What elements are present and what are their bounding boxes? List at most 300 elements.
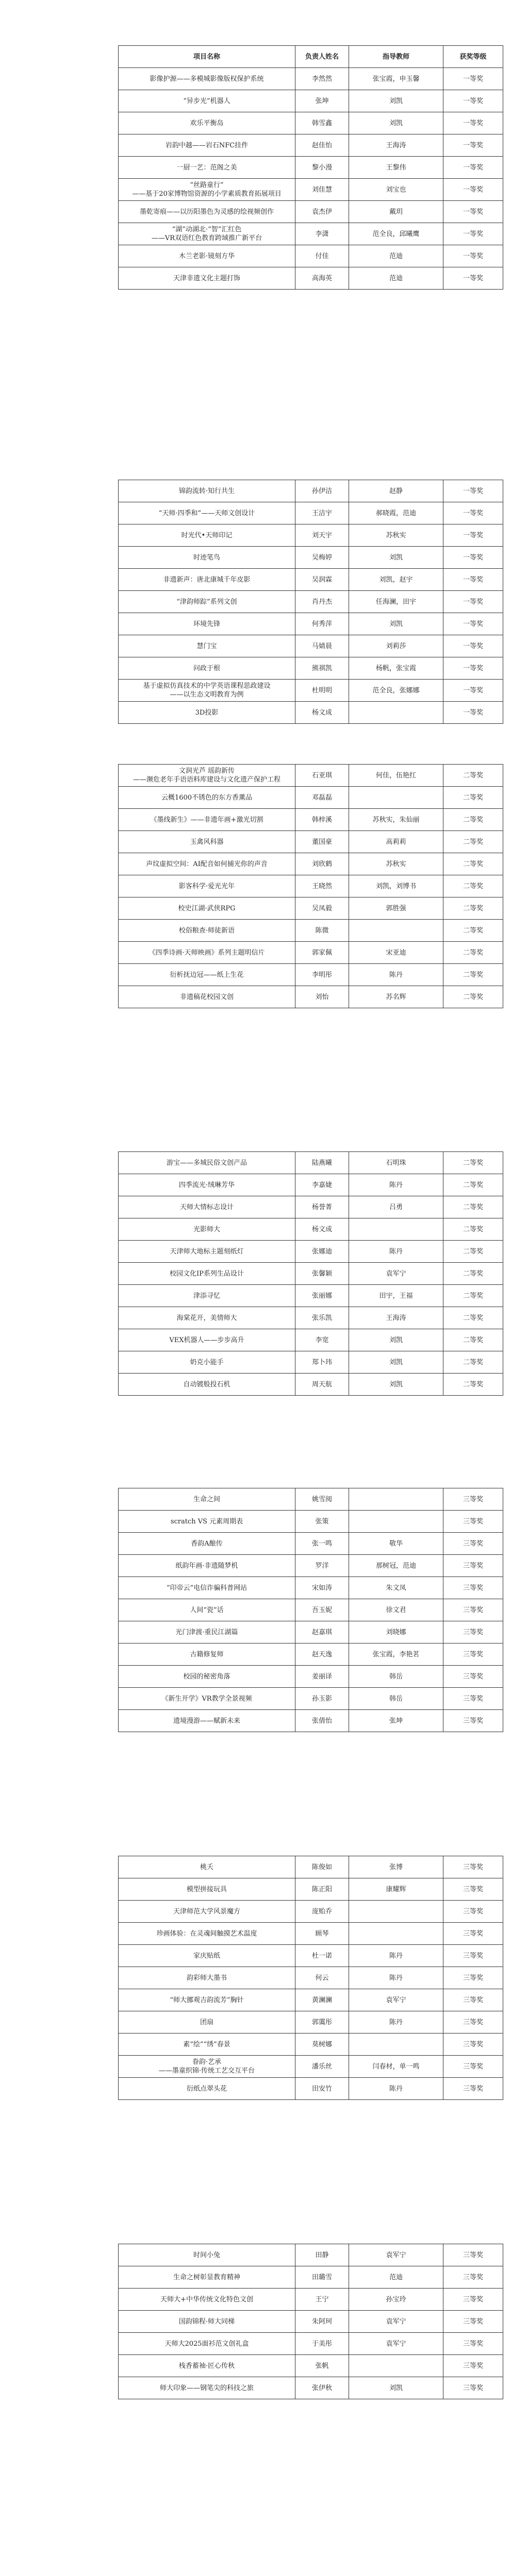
- leader-name: 吴凤毅: [295, 897, 349, 920]
- project-name: 珍画体验：在灵魂间触摸艺术温度: [119, 1923, 295, 1945]
- leader-name: 邓磊磊: [295, 787, 349, 809]
- award-level: 三等奖: [443, 1710, 503, 1732]
- table-row: [119, 635, 503, 657]
- table-row: [119, 2355, 503, 2377]
- table-row: [119, 90, 503, 112]
- teacher-name: [349, 1511, 443, 1533]
- table-row: [119, 1174, 503, 1196]
- teacher-name: 闫春材，单一鸣: [349, 2056, 443, 2078]
- table-row: [119, 809, 503, 831]
- teacher-name: 张宝霞，申玉馨: [349, 68, 443, 90]
- project-name: 《新生开学》VR教学全景视频: [119, 1688, 295, 1710]
- project-name: 天师大情标志设计: [119, 1196, 295, 1218]
- leader-name: 韩梓溪: [295, 809, 349, 831]
- award-level: 三等奖: [443, 2011, 503, 2033]
- award-level: 一等奖: [443, 635, 503, 657]
- leader-name: 黄澜澜: [295, 1989, 349, 2011]
- leader-name: 张倩怡: [295, 1710, 349, 1732]
- award-level: 三等奖: [443, 2377, 503, 2399]
- award-level: 三等奖: [443, 1967, 503, 1989]
- table-row: [119, 920, 503, 942]
- teacher-name: 杨帆，张宝霞: [349, 657, 443, 680]
- project-name: 影像护源——多模城影像版权保护系统: [119, 68, 295, 90]
- leader-name: 王晓然: [295, 875, 349, 897]
- leader-name: 陈正阳: [295, 1878, 349, 1901]
- leader-name: 张坤: [295, 90, 349, 112]
- award-level: 三等奖: [443, 1555, 503, 1577]
- leader-name: 张一鸣: [295, 1533, 349, 1555]
- table-row: [119, 569, 503, 591]
- project-name: 基于虚拟仿真技术的中学英语课程思政建设 ——以生态文明教育为例: [119, 680, 295, 702]
- award-table-7: [118, 2244, 503, 2399]
- leader-name: 袁杰伊: [295, 201, 349, 223]
- table-row: [119, 2289, 503, 2311]
- leader-name: 李潇: [295, 223, 349, 245]
- teacher-name: 敬华: [349, 1533, 443, 1555]
- teacher-name: 宋亚迪: [349, 942, 443, 964]
- award-table-2: [118, 480, 503, 724]
- leader-name: 赵嘉琪: [295, 1621, 349, 1643]
- project-name: 玉禽风科器: [119, 831, 295, 853]
- leader-name: 陈俊如: [295, 1856, 349, 1878]
- table-row: [119, 1577, 503, 1599]
- table-row: [119, 897, 503, 920]
- table-row: [119, 157, 503, 179]
- table-row: [119, 2311, 503, 2333]
- leader-name: 张伊秋: [295, 2377, 349, 2399]
- award-level: 三等奖: [443, 1666, 503, 1688]
- teacher-name: 苏名辉: [349, 986, 443, 1008]
- project-name: 桃夭: [119, 1856, 295, 1878]
- project-name: 校史江湖·武侠RPG: [119, 897, 295, 920]
- teacher-name: 刘凯: [349, 112, 443, 134]
- award-level: 三等奖: [443, 1511, 503, 1533]
- teacher-name: 田宇，王福: [349, 1285, 443, 1307]
- table-row: [119, 1666, 503, 1688]
- teacher-name: 徐文君: [349, 1599, 443, 1621]
- project-name: 海棠花开，美情师大: [119, 1307, 295, 1329]
- teacher-name: 袁军宁: [349, 2244, 443, 2266]
- award-level: 二等奖: [443, 809, 503, 831]
- leader-name: 石亚琪: [295, 765, 349, 787]
- award-level: 二等奖: [443, 765, 503, 787]
- award-level: 一等奖: [443, 223, 503, 245]
- project-name: 《墨线新生》——非遗年画+激光切割: [119, 809, 295, 831]
- table-row: [119, 1351, 503, 1374]
- project-name: 古籍修复师: [119, 1643, 295, 1666]
- award-level: 三等奖: [443, 1989, 503, 2011]
- project-name: 纸韵年画·非遗随梦机: [119, 1555, 295, 1577]
- table-row: [119, 680, 503, 702]
- table-row: [119, 986, 503, 1008]
- award-level: 二等奖: [443, 942, 503, 964]
- project-name: 人间“瓷”话: [119, 1599, 295, 1621]
- teacher-name: 王黎伟: [349, 157, 443, 179]
- award-level: 二等奖: [443, 1218, 503, 1241]
- award-level: 三等奖: [443, 2311, 503, 2333]
- award-level: 二等奖: [443, 964, 503, 986]
- award-level: 三等奖: [443, 1688, 503, 1710]
- teacher-name: 范迪: [349, 245, 443, 267]
- award-table-3: [118, 764, 503, 1008]
- award-level: 一等奖: [443, 591, 503, 613]
- teacher-name: 刘凯: [349, 1329, 443, 1351]
- teacher-name: 何佳，伍艳红: [349, 765, 443, 787]
- table-row: [119, 1307, 503, 1329]
- table-row: [119, 1923, 503, 1945]
- teacher-name: 陈丹: [349, 964, 443, 986]
- leader-name: 杜一诺: [295, 1945, 349, 1967]
- teacher-name: 陈丹: [349, 2011, 443, 2033]
- table-row: [119, 480, 503, 502]
- project-name: 津添寻忆: [119, 1285, 295, 1307]
- table-row: [119, 1488, 503, 1511]
- teacher-name: 康耀辉: [349, 1878, 443, 1901]
- award-level: 二等奖: [443, 1152, 503, 1174]
- leader-name: 张馨颖: [295, 1263, 349, 1285]
- teacher-name: 王海涛: [349, 1307, 443, 1329]
- leader-name: 田安竹: [295, 2078, 349, 2100]
- table-row: [119, 2266, 503, 2289]
- table-row: [119, 1856, 503, 1878]
- header-award: 获奖等级: [443, 46, 503, 68]
- award-level: 二等奖: [443, 1285, 503, 1307]
- table-row: [119, 2033, 503, 2056]
- leader-name: 姜丽译: [295, 1666, 349, 1688]
- leader-name: 宋如涛: [295, 1577, 349, 1599]
- project-name: “印帝云”电信诈骗科普网站: [119, 1577, 295, 1599]
- project-name: 天津非遗文化主题打饰: [119, 267, 295, 290]
- project-name: scratch VS 元素周期表: [119, 1511, 295, 1533]
- teacher-name: 范全良，张娜娜: [349, 680, 443, 702]
- leader-name: 陆燕曦: [295, 1152, 349, 1174]
- teacher-name: 张博: [349, 1856, 443, 1878]
- table-row: [119, 1878, 503, 1901]
- teacher-name: 陈丹: [349, 1967, 443, 1989]
- leader-name: 陈微: [295, 920, 349, 942]
- teacher-name: 韩岳: [349, 1688, 443, 1710]
- award-level: 三等奖: [443, 1856, 503, 1878]
- project-name: 慧门宝: [119, 635, 295, 657]
- leader-name: 罗洋: [295, 1555, 349, 1577]
- leader-name: 顾琴: [295, 1923, 349, 1945]
- leader-name: 郑卜玮: [295, 1351, 349, 1374]
- teacher-name: 王海涛: [349, 134, 443, 157]
- header-project-name: 项目名称: [119, 46, 295, 68]
- project-name: “天师·四季和”——天师文创设计: [119, 502, 295, 524]
- leader-name: 肖丹杰: [295, 591, 349, 613]
- table-row: [119, 1555, 503, 1577]
- teacher-name: 石明珠: [349, 1152, 443, 1174]
- project-name: 锦韵流转·知行共生: [119, 480, 295, 502]
- leader-name: 黎小漫: [295, 157, 349, 179]
- table-row: [119, 1374, 503, 1396]
- award-level: 一等奖: [443, 112, 503, 134]
- project-name: 韵彩师大墨书: [119, 1967, 295, 1989]
- teacher-name: 苏秋实: [349, 853, 443, 875]
- teacher-name: 刘凯: [349, 613, 443, 635]
- leader-name: 杨文成: [295, 702, 349, 724]
- table-row: [119, 613, 503, 635]
- award-level: 二等奖: [443, 1241, 503, 1263]
- leader-name: 赵佳怡: [295, 134, 349, 157]
- table-row: [119, 1688, 503, 1710]
- table-row: [119, 179, 503, 201]
- award-level: 三等奖: [443, 1878, 503, 1901]
- leader-name: 周天航: [295, 1374, 349, 1396]
- leader-name: 杨誉菁: [295, 1196, 349, 1218]
- award-level: 二等奖: [443, 897, 503, 920]
- teacher-name: 袁军宁: [349, 1989, 443, 2011]
- award-level: 三等奖: [443, 1923, 503, 1945]
- project-name: 文润光芦 瑶韵新传 ——濒危老年手语语料库建设与文化遗产保护工程: [119, 765, 295, 787]
- table-row: [119, 201, 503, 223]
- leader-name: 张娜迪: [295, 1241, 349, 1263]
- project-name: 光影师大: [119, 1218, 295, 1241]
- teacher-name: 刘晓娜: [349, 1621, 443, 1643]
- project-name: 非遗新声：唐北康城千年皮影: [119, 569, 295, 591]
- leader-name: 何云: [295, 1967, 349, 1989]
- project-name: 影客科学·爱光光年: [119, 875, 295, 897]
- leader-name: 刘天宇: [295, 524, 349, 547]
- table-row: [119, 1621, 503, 1643]
- project-name: 时光代•天师印记: [119, 524, 295, 547]
- award-level: 一等奖: [443, 680, 503, 702]
- leader-name: 孙伊洁: [295, 480, 349, 502]
- leader-name: 田静: [295, 2244, 349, 2266]
- table-row: [119, 875, 503, 897]
- award-level: 二等奖: [443, 787, 503, 809]
- award-level: 一等奖: [443, 702, 503, 724]
- award-level: 一等奖: [443, 524, 503, 547]
- project-name: 光门津渡·重民江湖篇: [119, 1621, 295, 1643]
- award-level: 一等奖: [443, 547, 503, 569]
- table-row: [119, 853, 503, 875]
- project-name: 天师大2025面衫范文创礼盒: [119, 2333, 295, 2355]
- project-name: 木兰老影·镜刻方华: [119, 245, 295, 267]
- teacher-name: 赵静: [349, 480, 443, 502]
- teacher-name: 刘凯，刘博书: [349, 875, 443, 897]
- table-row: [119, 1710, 503, 1732]
- award-level: 三等奖: [443, 2244, 503, 2266]
- project-name: 香韵A酿传: [119, 1533, 295, 1555]
- award-level: 三等奖: [443, 1945, 503, 1967]
- award-table-4: [118, 1151, 503, 1396]
- award-level: 三等奖: [443, 2266, 503, 2289]
- project-name: 天师大+中华传统文化特色文创: [119, 2289, 295, 2311]
- teacher-name: [349, 920, 443, 942]
- table-row: [119, 1533, 503, 1555]
- award-level: 一等奖: [443, 90, 503, 112]
- teacher-name: 苏秋实: [349, 524, 443, 547]
- table-row: [119, 267, 503, 290]
- teacher-name: 范迪: [349, 2266, 443, 2289]
- award-level: 一等奖: [443, 267, 503, 290]
- award-level: 一等奖: [443, 201, 503, 223]
- table-row: [119, 1967, 503, 1989]
- table-row: [119, 2377, 503, 2399]
- project-name: 师大印象——钢笔尖的科技之旅: [119, 2377, 295, 2399]
- project-name: 天津师范大学风景魔方: [119, 1901, 295, 1923]
- award-level: 二等奖: [443, 986, 503, 1008]
- header-teacher: 指导教师: [349, 46, 443, 68]
- project-name: “师大挪观吉韵流芳”胸针: [119, 1989, 295, 2011]
- project-name: VEX机器人——步步高升: [119, 1329, 295, 1351]
- award-level: 一等奖: [443, 179, 503, 201]
- project-name: “丝路童行” ——基于20家博物馆资源的小学素质教育拓展项目: [119, 179, 295, 201]
- project-name: 墨乾寄痕——以历阳墨色为灵感的绘视频创作: [119, 201, 295, 223]
- teacher-name: [349, 1923, 443, 1945]
- project-name: 岩韵中越——岩石NFC挂件: [119, 134, 295, 157]
- table-row: [119, 2056, 503, 2078]
- table-row: [119, 1285, 503, 1307]
- teacher-name: 袁军宁: [349, 2333, 443, 2355]
- leader-name: 郭霭彤: [295, 2011, 349, 2033]
- project-name: 校俗粮查·师徒新语: [119, 920, 295, 942]
- leader-name: 郭家佩: [295, 942, 349, 964]
- leader-name: 张策: [295, 1511, 349, 1533]
- leader-name: 李然然: [295, 68, 349, 90]
- table-row: [119, 502, 503, 524]
- project-name: 一厨一艺：范阁之美: [119, 157, 295, 179]
- award-level: 一等奖: [443, 480, 503, 502]
- project-name: 团扇: [119, 2011, 295, 2033]
- award-level: 一等奖: [443, 569, 503, 591]
- project-name: 生命之树彰显教育精神: [119, 2266, 295, 2289]
- teacher-name: 郝晓霞，范迪: [349, 502, 443, 524]
- teacher-name: 陈丹: [349, 1174, 443, 1196]
- project-name: 时间小兔: [119, 2244, 295, 2266]
- teacher-name: 范全良，邱曦鹰: [349, 223, 443, 245]
- teacher-name: 袁军宁: [349, 1263, 443, 1285]
- teacher-name: [349, 1488, 443, 1511]
- table-row: [119, 1152, 503, 1174]
- leader-name: 朱阿珂: [295, 2311, 349, 2333]
- leader-name: 杜明明: [295, 680, 349, 702]
- header-leader: 负责人姓名: [295, 46, 349, 68]
- award-level: 三等奖: [443, 2033, 503, 2056]
- table-row: [119, 2333, 503, 2355]
- leader-name: 李明彤: [295, 964, 349, 986]
- teacher-name: 张坤: [349, 1710, 443, 1732]
- award-level: 三等奖: [443, 2289, 503, 2311]
- project-name: 素“绘”“绣”春景: [119, 2033, 295, 2056]
- leader-name: 刘欣鹤: [295, 853, 349, 875]
- leader-name: 田璐雪: [295, 2266, 349, 2289]
- teacher-name: 刘凯，赵宇: [349, 569, 443, 591]
- teacher-name: [349, 702, 443, 724]
- leader-name: 庞贻乔: [295, 1901, 349, 1923]
- table-row: [119, 1989, 503, 2011]
- leader-name: 王宁: [295, 2289, 349, 2311]
- award-level: 二等奖: [443, 1329, 503, 1351]
- leader-name: 潘乐丝: [295, 2056, 349, 2078]
- project-name: 游宝——多城民俗文创产品: [119, 1152, 295, 1174]
- leader-name: 吾玉妮: [295, 1599, 349, 1621]
- award-table-1: [118, 45, 503, 290]
- table-row: [119, 112, 503, 134]
- project-name: 家庆贴纸: [119, 1945, 295, 1967]
- project-name: 云概1600不锈色的东方香薰品: [119, 787, 295, 809]
- table-row: [119, 964, 503, 986]
- award-level: 二等奖: [443, 1307, 503, 1329]
- project-name: 生命之间: [119, 1488, 295, 1511]
- teacher-name: 刘宝也: [349, 179, 443, 201]
- teacher-name: 苏秋实，朱仙丽: [349, 809, 443, 831]
- teacher-name: [349, 1218, 443, 1241]
- table-row: [119, 524, 503, 547]
- teacher-name: 张宝霞，李艳茗: [349, 1643, 443, 1666]
- teacher-name: 刘凯: [349, 90, 443, 112]
- award-level: 二等奖: [443, 1351, 503, 1374]
- leader-name: 吴梅婷: [295, 547, 349, 569]
- leader-name: 李嘉婕: [295, 1174, 349, 1196]
- leader-name: 杨文成: [295, 1218, 349, 1241]
- table-row: [119, 765, 503, 787]
- teacher-name: 郭胜强: [349, 897, 443, 920]
- project-name: 欢乐平衡岛: [119, 112, 295, 134]
- project-name: 奶克小能手: [119, 1351, 295, 1374]
- table-row: [119, 2011, 503, 2033]
- teacher-name: 陈丹: [349, 2078, 443, 2100]
- award-level: 三等奖: [443, 1643, 503, 1666]
- leader-name: 莫树娜: [295, 2033, 349, 2056]
- award-level: 三等奖: [443, 1621, 503, 1643]
- teacher-name: 那树冠，范迪: [349, 1555, 443, 1577]
- award-level: 三等奖: [443, 2355, 503, 2377]
- award-level: 一等奖: [443, 68, 503, 90]
- project-name: 3D投影: [119, 702, 295, 724]
- leader-name: 熊祺凯: [295, 657, 349, 680]
- table-row: [119, 68, 503, 90]
- table-row: [119, 1901, 503, 1923]
- table-row: [119, 1945, 503, 1967]
- teacher-name: 陈丹: [349, 1945, 443, 1967]
- project-name: “异步光”机器人: [119, 90, 295, 112]
- teacher-name: [349, 1901, 443, 1923]
- leader-name: 何秀萍: [295, 613, 349, 635]
- teacher-name: 范迪: [349, 267, 443, 290]
- leader-name: 马婧晨: [295, 635, 349, 657]
- project-name: “湖”动湖北·“智”汇红色 ——VR双语红色教育跨域推广新平台: [119, 223, 295, 245]
- award-level: 三等奖: [443, 1488, 503, 1511]
- table-row: [119, 1196, 503, 1218]
- header-row: [119, 46, 503, 68]
- leader-name: 韩雪鑫: [295, 112, 349, 134]
- award-level: 三等奖: [443, 1901, 503, 1923]
- table-row: [119, 1599, 503, 1621]
- table-row: [119, 547, 503, 569]
- award-level: 二等奖: [443, 1374, 503, 1396]
- leader-name: 赵天逸: [295, 1643, 349, 1666]
- leader-name: 姚雪阅: [295, 1488, 349, 1511]
- award-table-5: [118, 1488, 503, 1732]
- table-row: [119, 2244, 503, 2266]
- leader-name: 刘佳慧: [295, 179, 349, 201]
- teacher-name: 刘凯: [349, 1374, 443, 1396]
- leader-name: 刘怡: [295, 986, 349, 1008]
- project-name: 声纹虚拟空间：AI配音如何捕光你的声音: [119, 853, 295, 875]
- award-level: 一等奖: [443, 502, 503, 524]
- leader-name: 张丽娜: [295, 1285, 349, 1307]
- award-table-6: [118, 1856, 503, 2100]
- award-level: 三等奖: [443, 1577, 503, 1599]
- project-name: 《四季诗画·天师映画》系列主题明信片: [119, 942, 295, 964]
- project-name: 环境先锋: [119, 613, 295, 635]
- award-level: 一等奖: [443, 134, 503, 157]
- leader-name: 王洁宇: [295, 502, 349, 524]
- teacher-name: [349, 2355, 443, 2377]
